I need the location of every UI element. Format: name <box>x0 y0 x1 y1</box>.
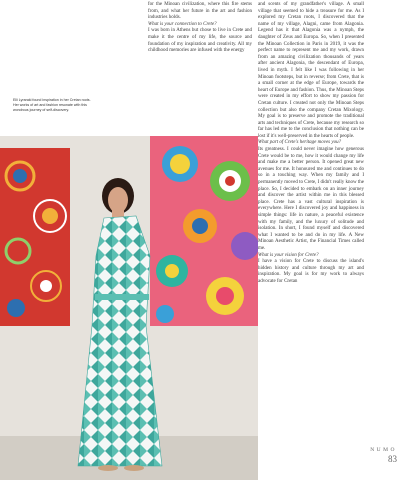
question: What is your connection to Crete? <box>148 21 217 27</box>
paragraph: I was born in Athens but chose to live in Crete and make it the centre of my life, the source and foundation of my inspiration and creativity. All my childhood memories are infused with the energy <box>148 28 252 54</box>
artist-photo <box>0 136 258 480</box>
text-column-middle <box>148 2 252 55</box>
caption-text: Elli Lyraraki found inspiration in her Cretan roots. Her works of art and fashion resonate with this wondrous journey of self-discovery. <box>13 98 91 112</box>
paragraph: and scents of my grandfather's village. A small village that seemed to hide a treasure for me. As I explored my Cretan roots, I discovered that the name of my village, Alagni, came from Alagonia. Legend has it that Alagonia was a nymph, the daughter of Zeus and Europa. So, when I presented the Minoan Collection in Paris in 2019, it was the perfect name to represent me and my work, drawn from an amazing civilization thousands of years after ancient Alagonia, the descendant of Europa, lived in myth. I felt like I was following in her Minoan footsteps, but in reverse; from Crete, that is a small corner at the edge of Europe, towards the heart of Europe and fashion. Thus, the Minoan Steps were created in my effort to show my passion for Cretan culture. I created not only the Minoan Steps collection but also the company Cretan Mixology. My goal is to preserve and promote the traditional arts and techniques of Crete, because my research so far has led me to the conclusion that nothing can be lost if it's well-preserved in the hearts of people. <box>258 2 364 139</box>
page-number: 83 <box>388 454 397 464</box>
photo-illustration <box>0 136 258 480</box>
paragraph: for the Minoan civilization, where this fire stems from, and what her future in the art and fashion industries holds. <box>148 2 252 21</box>
paragraph: I have a vision for Crete to discuss the island's hidden history and culture through my art and inspiration. My goal is for my work to always advocate for Cretan <box>258 259 364 284</box>
magazine-name: NUMO <box>370 447 397 453</box>
question: What part of Crete's heritage moves you? <box>258 140 342 146</box>
text-column-right <box>258 2 364 286</box>
right-painting <box>150 136 258 326</box>
paragraph: Its greatness. I could never imagine how generous Crete would be to me, how it would change my life and make me a better person. It opened great new avenues for me. It honoured me and continues to do so in a touching way. When my family and I permanently moved to Crete, I didn't really know the place. So, I decided to embark on an inner journey and discover the artist within me in this blessed place. Crete has a vast cultural inspiration is everywhere. Here I discovered joy and happiness in simple things: life in nature, a peaceful existence with my family, and the luxury of solitude and isolation. In short, I found myself and discovered what I wanted to be and do in my life. A New Minoan Aesthetic Artist, the Financial Times called me. <box>258 147 365 251</box>
photo-caption <box>13 98 93 113</box>
question: What is your vision for Crete? <box>258 252 319 258</box>
page-footer <box>370 447 397 464</box>
left-painting <box>0 148 70 326</box>
